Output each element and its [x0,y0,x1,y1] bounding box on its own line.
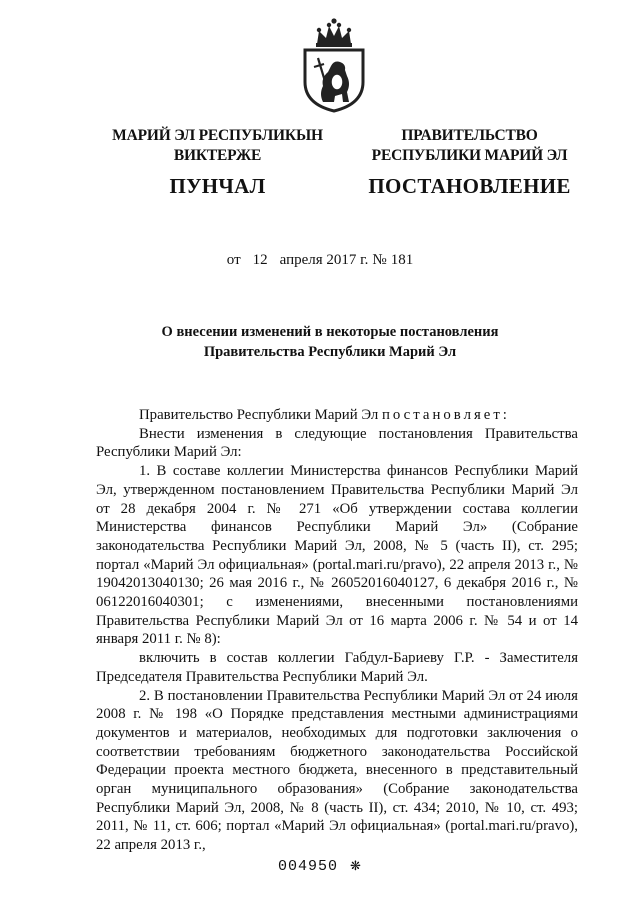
paragraph-item-1: 1. В составе коллегии Министерства финансов Республики Марий Эл, утвержденном постановлением Правительства Республики Марий Эл от 28 декабря 2004 г. № 271 «Об утверждении состава коллегии Министерства финансов Республики Марий Эл» (Собрание законодательства Республики Марий Эл, 2008, № 5 (часть II), ст. 295; портал «Марий Эл официальная» (portal.mari.ru/pravo), 22 апреля 2013 г., № 19042013040130; 26 мая 2016 г., № 26052016040127, 6 декабря 2016 г., № 06122016040301; с изменениями, внесенными постановлениями Правительства Республики Марий Эл от 16 марта 2006 г. № 54 и от 14 января 2011 г. № 8): [96,463,578,648]
header-right-doc-type: ПОСТАНОВЛЕНИЕ [368,174,571,198]
header-left-doc-type: ПУНЧАЛ [169,174,266,198]
document-number: 181 [390,252,414,268]
document-body [96,406,578,855]
paragraph-preamble [96,406,578,425]
document-title-line2: Правительства Республики Марий Эл [203,344,457,360]
paragraph-item-1-action: включить в состав коллегии Габдул-Бариеву Г.Р. - Заместителя Председателя Правительства Республики Марий Эл. [96,650,578,685]
document-title [120,322,540,362]
emblem [301,14,367,114]
document-date-line [0,252,640,269]
header-left-line2: ВИКТЕРЖЕ [173,147,262,164]
date-day: 12 [252,252,268,268]
header-right-line2: РЕСПУБЛИКИ МАРИЙ ЭЛ [371,147,568,164]
header-right [362,126,577,199]
header-left [100,126,335,199]
serial-number: 004950 [278,858,339,875]
asterisk-mark-icon: ❋ [350,859,362,874]
preamble-spaced-word: постановляет: [382,407,510,423]
coat-of-arms-icon [301,14,367,114]
document-title-line1: О внесении изменений в некоторые постановления [161,324,499,340]
date-month-year: апреля 2017 г. [279,252,369,268]
preamble-text: Правительство Республики Марий Эл [139,407,379,423]
number-label: № [372,252,387,268]
header-right-line1: ПРАВИТЕЛЬСТВО [401,127,538,144]
paragraph-intro: Внести изменения в следующие постановления Правительства Республики Марий Эл: [96,425,578,461]
header-left-line1: МАРИЙ ЭЛ РЕСПУБЛИКЫН [112,127,323,144]
paragraph-item-2: 2. В постановлении Правительства Республики Марий Эл от 24 июля 2008 г. № 198 «О Порядке представления местными администрациями документов и материалов, необходимых для подготовки заключения о соответствии требованиям бюджетного законодательства Российской Федерации проекта местного бюджета, внесенного в представительный орган муниципального образования» (Собрание законодательства Республики Марий Эл, 2008, № 8 (часть II), ст. 434; 2010, № 10, ст. 493; 2011, № 11, ст. 606; портал «Марий Эл официальная» (portal.mari.ru/pravo), 22 апреля 2013 г., [96,687,578,854]
footer-serial [0,858,640,875]
date-prefix: от [226,252,241,268]
